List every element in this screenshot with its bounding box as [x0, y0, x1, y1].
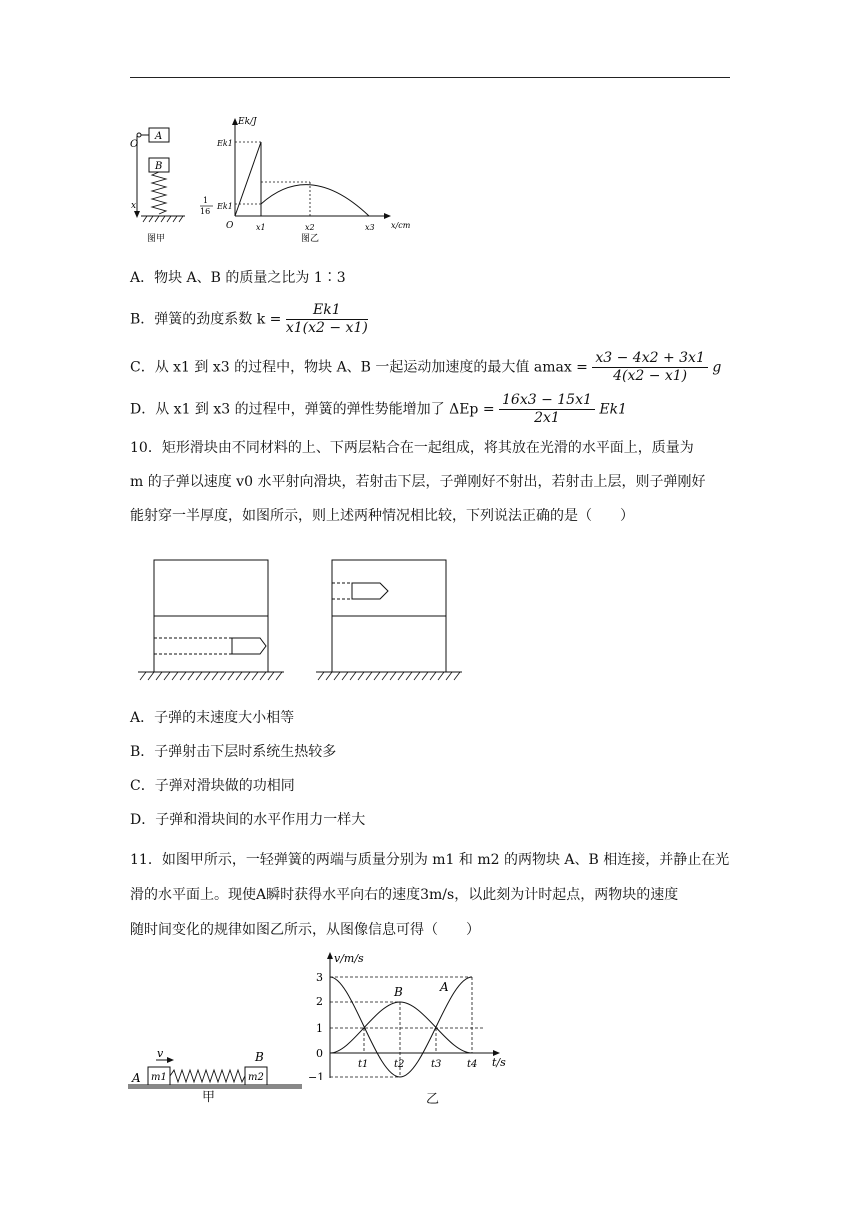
block-b-name: B: [255, 1050, 264, 1064]
origin-label-yi: O: [226, 221, 234, 231]
bullet-lower: [232, 638, 266, 654]
q10-line-3: 能射穿一半厚度，如图所示，则上述两种情况相比较，下列说法正确的是（ ）: [130, 508, 634, 524]
q9-option-d-suffix: Ek1: [599, 401, 627, 418]
frac-den: 16: [200, 207, 211, 216]
figure-q11-yi: [306, 950, 516, 1080]
caption-jia-q11: 甲: [202, 1090, 216, 1105]
x-axis-arrow-right: [384, 213, 391, 219]
velocity-label: v: [157, 1050, 164, 1060]
q10-option-b: B．子弹射击下层时系统生热较多: [130, 744, 337, 760]
x-axis-arrow: [134, 211, 140, 218]
m1-label: m1: [151, 1072, 167, 1083]
ek-axis-label: Ek/J: [238, 117, 257, 127]
x-axis-label: x/cm: [391, 221, 411, 230]
ek1-small-label: Ek1: [217, 202, 233, 211]
q9-option-c-suffix: g: [712, 359, 722, 376]
origin-point: [137, 133, 141, 137]
tick-v-2: 2: [316, 995, 323, 1008]
q11-stem: [130, 850, 730, 950]
tick-t1: t1: [358, 1059, 369, 1070]
caption-jia: 图甲: [147, 234, 166, 244]
curve-b: [330, 1002, 472, 1053]
ground-right-hatch: [318, 672, 460, 680]
m2-label: m2: [248, 1072, 264, 1083]
tick-v-neg1: −1: [308, 1071, 325, 1080]
curve-a-label: A: [440, 980, 449, 994]
tick-v-0: 0: [316, 1047, 323, 1060]
frac-num: 1: [203, 196, 209, 205]
q11-line-1: 11．如图甲所示，一轻弹簧的两端与质量分别为 m1 和 m2 的两物块 A、B 相连接，并静止在光: [130, 852, 730, 868]
q10-line-2: m 的子弹以速度 v0 水平射向滑块，若射击下层，子弹刚好不射出，若射击上层，则子弹刚好: [130, 474, 706, 490]
q9-option-b-denominator: x1(x2 − x1): [285, 320, 368, 336]
v-axis-label: v/m/s: [334, 952, 364, 965]
q9-option-d: [130, 392, 627, 427]
q9-option-b-numerator: Ek1: [286, 302, 368, 320]
curve-b-label: B: [394, 985, 403, 999]
q9-option-d-numerator: 16x3 − 15x1: [499, 392, 595, 410]
caption-yi: 图乙: [301, 234, 320, 244]
spring-q11: [170, 1070, 245, 1082]
curve-ek: [261, 185, 369, 216]
caption-yi-q11: 乙: [426, 1092, 440, 1107]
block-a-name: A: [132, 1071, 141, 1085]
figure-q11-jia: [126, 1050, 306, 1110]
tick-x2: x2: [305, 223, 315, 232]
q9-option-d-prefix: D．从 x1 到 x3 的过程中，弹簧的弹性势能增加了 ΔEp =: [130, 401, 495, 418]
origin-label: O: [130, 139, 139, 150]
figure-jia: [130, 128, 185, 244]
tick-t4: t4: [467, 1059, 478, 1070]
q9-option-c: [130, 350, 721, 385]
q11-line-3: 随时间变化的规律如图乙所示，从图像信息可得（ ）: [130, 922, 480, 938]
q10-stem: [130, 438, 730, 538]
ground-hatch: [143, 216, 183, 222]
ground-left-hatch: [140, 672, 282, 680]
ek1-label: Ek1: [217, 139, 233, 148]
tick-x1: x1: [256, 223, 266, 232]
q9-option-b-fraction: [286, 302, 368, 337]
q9-option-b-prefix: B．弹簧的劲度系数 k =: [130, 311, 282, 328]
tick-v-1: 1: [316, 1022, 323, 1035]
q10-option-a: A．子弹的末速度大小相等: [130, 710, 295, 726]
header-rule: [130, 77, 730, 78]
line-rise: [235, 142, 261, 216]
block-b-label: B: [155, 161, 163, 172]
q10-option-d: D．子弹和滑块间的水平作用力一样大: [130, 812, 366, 828]
q9-option-c-fraction: [592, 350, 707, 385]
q9-option-b: [130, 302, 368, 337]
t-axis-label: t/s: [492, 1056, 506, 1069]
q9-option-a: A．物块 A、B 的质量之比为 1∶3: [130, 270, 346, 286]
q10-option-c: C．子弹对滑块做的功相同: [130, 778, 295, 794]
q9-option-c-prefix: C．从 x1 到 x3 的过程中，物块 A、B 一起运动加速度的最大值 amax =: [130, 359, 588, 376]
q9-option-d-denominator: 2x1: [534, 410, 560, 426]
bullet-upper: [352, 583, 388, 599]
x-label: x: [131, 201, 137, 211]
spring: [152, 172, 166, 214]
q9-option-c-numerator: x3 − 4x2 + 3x1: [592, 350, 707, 368]
tick-v-3: 3: [316, 971, 323, 984]
tick-x3: x3: [365, 223, 375, 232]
block-a-label: A: [155, 131, 163, 142]
q11-line-2: 滑的水平面上。现使A瞬时获得水平向右的速度3m/s，以此刻为计时起点，两物块的速度: [130, 887, 679, 903]
tick-t3: t3: [431, 1059, 442, 1070]
tick-t2: t2: [394, 1059, 405, 1070]
figure-bullet-blocks: [134, 556, 464, 686]
figure-yi: [200, 117, 411, 244]
figure-energy-spring: [125, 110, 425, 250]
q9-option-d-fraction: [499, 392, 595, 427]
velocity-arrow-head: [167, 1057, 174, 1063]
v-axis-arrow: [327, 952, 333, 959]
q9-option-c-denominator: 4(x2 − x1): [613, 368, 688, 384]
q10-line-1: 10．矩形滑块由不同材料的上、下两层粘合在一起组成，将其放在光滑的水平面上，质量为: [130, 440, 694, 456]
